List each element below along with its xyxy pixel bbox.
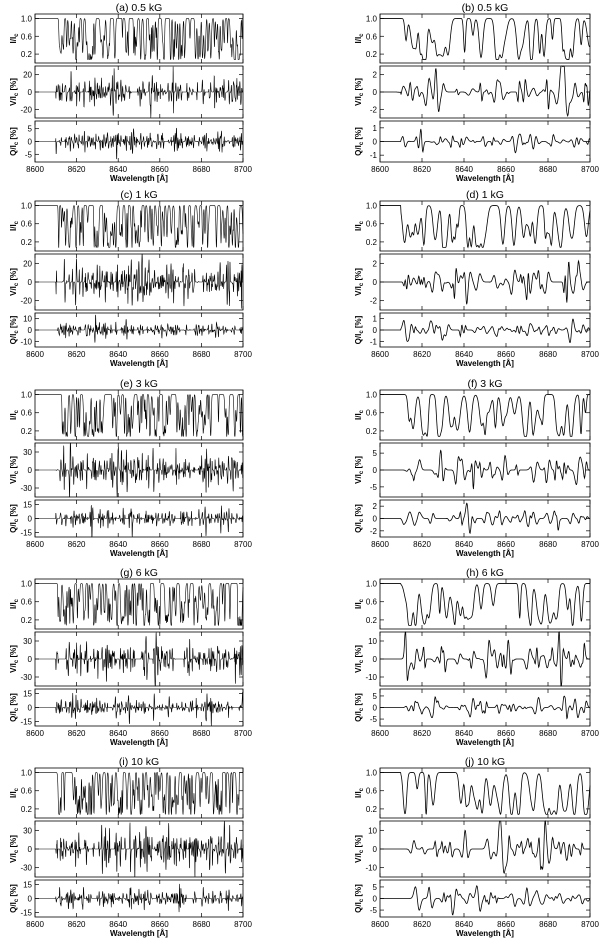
y-tick-label: 0.6: [20, 786, 32, 796]
y-tick-label: 10: [368, 826, 377, 836]
x-tick-label: 8660: [150, 729, 169, 738]
spectral-profile-line: [380, 261, 590, 304]
panel-frame: [380, 821, 590, 877]
subplot-j: [354, 756, 599, 938]
y-tick-label: 0: [27, 514, 32, 524]
y-axis-label: $Q/I_c$ [%]: [354, 693, 365, 722]
y-tick-label: 15: [23, 689, 32, 699]
y-axis-label: $Q/I_c$ [%]: [354, 127, 365, 156]
x-tick-label: 8660: [497, 350, 515, 359]
x-tick-label: 8660: [150, 350, 169, 359]
x-tick-label: 8620: [67, 165, 86, 174]
y-tick-label: 1.0: [365, 390, 377, 400]
x-tick-label: 8640: [455, 920, 473, 929]
y-tick-label: 1.0: [365, 201, 377, 211]
x-tick-label: 8600: [371, 350, 389, 359]
y-tick-label: 0: [372, 514, 377, 524]
y-tick-label: 0: [27, 655, 32, 664]
panel-stokes-v: [354, 254, 590, 310]
panel-stokes-q: [354, 500, 590, 537]
y-axis-label: $V/I_c$ [%]: [9, 268, 20, 296]
spectral-profile-line: [380, 632, 590, 686]
spectral-profile-line: [35, 315, 243, 343]
x-tick-label: 8680: [192, 729, 211, 738]
spectral-profile-line: [35, 128, 243, 159]
panel-stokes-q: [354, 880, 590, 917]
y-tick-label: 0: [372, 88, 377, 97]
spectral-profile-line: [35, 821, 243, 877]
spectral-profile-line: [380, 450, 590, 489]
x-tick-label: 8620: [67, 350, 86, 359]
y-axis-label: $Q/I_c$ [%]: [354, 315, 365, 345]
x-tick-label: 8600: [26, 540, 44, 549]
spectral-profile-line: [380, 206, 590, 248]
y-tick-label: 0.6: [365, 408, 377, 418]
x-tick-label: 8620: [413, 540, 431, 549]
y-tick-label: 0: [27, 278, 32, 287]
y-tick-label: 1.0: [20, 579, 32, 589]
x-tick-label: 8600: [371, 540, 389, 549]
y-tick-label: 10: [23, 314, 32, 324]
subplot-title: (i) 10 kG: [118, 756, 160, 768]
x-tick-label: 8680: [192, 920, 211, 929]
x-tick-label: 8640: [455, 729, 473, 738]
y-tick-label: 1: [372, 123, 377, 133]
spectral-profile-line: [380, 66, 590, 116]
y-tick-label: 0: [372, 466, 377, 475]
y-tick-label: 30: [23, 637, 32, 646]
subplot-f: [354, 378, 599, 558]
x-axis-label: Wavelength [Å]: [456, 174, 514, 183]
x-tick-label: 8700: [581, 540, 599, 549]
panel-stokes-q: [354, 313, 590, 347]
y-tick-label: -5: [369, 482, 377, 492]
y-tick-label: 15: [23, 500, 32, 510]
x-tick-label: 8600: [26, 920, 44, 929]
y-tick-label: 1.0: [20, 390, 32, 400]
y-axis-label: $Q/I_c$ [%]: [354, 884, 365, 913]
y-axis-label: $Q/I_c$ [%]: [9, 127, 20, 156]
x-tick-label: 8600: [371, 920, 389, 929]
y-tick-label: -15: [20, 908, 32, 918]
panel-stokes-q: [9, 880, 243, 917]
spectral-profile-line: [380, 503, 590, 533]
subplot-title: (b) 0.5 kG: [461, 2, 509, 14]
x-axis-label: Wavelength [Å]: [110, 174, 168, 183]
x-tick-label: 8700: [234, 165, 252, 174]
y-axis-label: $I/I_c$: [354, 598, 365, 610]
x-tick-label: 8640: [109, 165, 128, 174]
y-tick-label: 30: [23, 448, 32, 457]
panel-intensity: [354, 768, 590, 818]
y-tick-label: 0.6: [365, 32, 377, 42]
x-tick-label: 8660: [150, 165, 169, 174]
spectral-profile-line: [35, 633, 243, 686]
y-axis-label: $I/I_c$: [9, 409, 20, 421]
subplot-h: [354, 567, 599, 747]
y-axis-label: $Q/I_c$ [%]: [9, 693, 20, 722]
x-axis-label: Wavelength [Å]: [456, 549, 514, 558]
y-tick-label: 0: [27, 137, 32, 147]
x-tick-label: 8680: [539, 350, 557, 359]
panel-stokes-v: [9, 632, 243, 686]
y-tick-label: 5: [372, 882, 377, 892]
x-tick-label: 8680: [539, 920, 557, 929]
subplot-i: [9, 756, 252, 938]
x-tick-label: 8700: [234, 350, 252, 359]
x-tick-label: 8660: [150, 920, 169, 929]
x-tick-label: 8600: [371, 165, 389, 174]
y-tick-label: 5: [27, 124, 32, 134]
x-tick-label: 8640: [109, 540, 128, 549]
y-tick-label: 0.6: [365, 597, 377, 607]
y-tick-label: -10: [365, 863, 377, 873]
panel-intensity: [9, 768, 243, 818]
spectral-profile-line: [35, 505, 243, 537]
x-tick-label: 8680: [539, 729, 557, 738]
panel-intensity: [9, 201, 243, 251]
spectral-profile-line: [380, 821, 590, 873]
x-tick-label: 8640: [455, 165, 473, 174]
panel-intensity: [354, 579, 590, 629]
y-tick-label: 1.0: [365, 14, 377, 24]
y-axis-label: $Q/I_c$ [%]: [9, 504, 20, 533]
spectral-profile-line: [35, 395, 243, 437]
panel-stokes-q: [354, 689, 590, 726]
y-tick-label: 1.0: [20, 768, 32, 778]
x-tick-label: 8700: [581, 729, 599, 738]
y-tick-label: 1.0: [365, 579, 377, 589]
x-tick-label: 8680: [539, 540, 557, 549]
x-tick-label: 8660: [497, 729, 515, 738]
y-tick-label: 1.0: [365, 768, 377, 778]
subplot-title: (e) 3 kG: [120, 378, 158, 390]
spectral-profile-line: [35, 584, 243, 626]
x-tick-label: 8620: [413, 350, 431, 359]
panel-frame: [35, 880, 243, 917]
y-tick-label: 0: [27, 466, 32, 475]
y-tick-label: -5: [369, 906, 377, 916]
y-tick-label: 30: [23, 826, 32, 836]
spectral-profile-line: [380, 395, 590, 437]
subplot-g: [9, 567, 252, 747]
y-tick-label: 0.2: [20, 50, 32, 60]
panel-stokes-v: [9, 254, 243, 310]
y-tick-label: 20: [23, 70, 32, 80]
spectral-profile-line: [380, 18, 590, 59]
y-tick-label: 5: [372, 691, 377, 701]
subplot-b: [354, 2, 599, 183]
panel-frame: [35, 768, 243, 818]
panel-stokes-v: [354, 821, 590, 877]
panel-stokes-v: [9, 821, 243, 877]
y-axis-label: $I/I_c$: [354, 787, 365, 799]
subplot-title: (j) 10 kG: [464, 756, 506, 768]
spectral-profile-line: [35, 884, 243, 912]
y-tick-label: 0.6: [20, 408, 32, 418]
y-tick-label: 0.6: [365, 786, 377, 796]
panel-stokes-q: [9, 121, 243, 162]
spectral-profile-line: [35, 773, 243, 815]
spectral-profile-line: [380, 584, 590, 626]
y-tick-label: 0.6: [20, 219, 32, 229]
y-tick-label: 0: [372, 655, 377, 664]
y-tick-label: 0.6: [365, 219, 377, 229]
y-tick-label: -2: [369, 296, 377, 306]
panel-stokes-q: [9, 313, 243, 347]
y-axis-label: $Q/I_c$ [%]: [354, 504, 365, 533]
y-tick-label: -20: [20, 105, 32, 115]
y-tick-label: 1.0: [20, 201, 32, 211]
y-tick-label: 0.2: [20, 426, 32, 436]
spectral-profile-line: [35, 206, 243, 248]
y-tick-label: 0.6: [20, 32, 32, 42]
y-tick-label: 0: [372, 845, 377, 854]
x-axis-label: Wavelength [Å]: [456, 359, 514, 368]
spectral-profile-line: [380, 773, 590, 815]
subplot-c: [9, 189, 252, 368]
spectral-profile-line: [35, 443, 243, 497]
y-axis-label: $I/I_c$: [354, 409, 365, 421]
y-tick-label: 0.2: [365, 50, 377, 60]
spectral-profile-line: [380, 129, 590, 153]
y-axis-label: $V/I_c$ [%]: [354, 78, 365, 106]
y-axis-label: $I/I_c$: [9, 220, 20, 232]
y-tick-label: -10: [365, 673, 377, 682]
y-tick-label: 0: [27, 845, 32, 854]
x-tick-label: 8640: [455, 350, 473, 359]
x-tick-label: 8680: [539, 165, 557, 174]
y-tick-label: 0.2: [365, 426, 377, 436]
y-tick-label: -5: [369, 715, 377, 725]
y-tick-label: 0: [27, 326, 32, 335]
y-tick-label: 10: [368, 637, 377, 646]
panel-intensity: [9, 390, 243, 440]
x-tick-label: 8640: [109, 729, 128, 738]
x-tick-label: 8680: [192, 540, 211, 549]
panel-intensity: [354, 14, 590, 63]
y-tick-label: -2: [369, 526, 377, 536]
y-tick-label: 0: [372, 137, 377, 147]
subplot-title: (c) 1 kG: [120, 189, 158, 201]
spectral-profile-line: [35, 67, 243, 118]
panel-stokes-v: [354, 632, 590, 686]
panel-stokes-q: [354, 121, 590, 162]
x-tick-label: 8700: [581, 165, 599, 174]
x-tick-label: 8620: [67, 920, 86, 929]
x-tick-label: 8620: [67, 729, 86, 738]
panel-stokes-q: [9, 689, 243, 726]
subplot-e: [9, 378, 252, 558]
panel-intensity: [354, 390, 590, 440]
y-axis-label: $I/I_c$: [354, 33, 365, 44]
panel-frame: [380, 390, 590, 440]
y-tick-label: 0.2: [365, 615, 377, 625]
x-tick-label: 8600: [26, 729, 44, 738]
y-tick-label: 2: [372, 502, 377, 512]
y-tick-label: -1: [369, 337, 377, 347]
y-axis-label: $I/I_c$: [9, 598, 20, 610]
y-tick-label: 1.0: [20, 14, 32, 24]
x-tick-label: 8700: [234, 540, 252, 549]
y-tick-label: 0.2: [365, 804, 377, 814]
x-axis-label: Wavelength [Å]: [110, 359, 168, 368]
y-axis-label: $I/I_c$: [9, 787, 20, 799]
y-tick-label: 1: [372, 314, 377, 324]
panel-intensity: [9, 14, 243, 63]
x-tick-label: 8600: [26, 350, 44, 359]
panel-stokes-v: [9, 443, 243, 497]
y-tick-label: 0: [372, 894, 377, 904]
y-axis-label: $V/I_c$ [%]: [354, 645, 365, 673]
y-axis-label: $V/I_c$ [%]: [354, 268, 365, 296]
subplot-title: (d) 1 kG: [466, 189, 504, 201]
panel-intensity: [9, 579, 243, 629]
spectral-profile-line: [380, 886, 590, 915]
x-axis-label: Wavelength [Å]: [456, 929, 514, 938]
subplot-a: [9, 2, 252, 183]
x-tick-label: 8660: [497, 165, 515, 174]
y-tick-label: 0: [372, 278, 377, 287]
panel-frame: [380, 201, 590, 251]
y-tick-label: 0.6: [20, 597, 32, 607]
x-tick-label: 8700: [234, 729, 252, 738]
panel-stokes-q: [9, 500, 243, 537]
x-tick-label: 8660: [497, 920, 515, 929]
x-axis-label: Wavelength [Å]: [110, 929, 168, 938]
y-tick-label: 0.2: [20, 804, 32, 814]
y-axis-label: $V/I_c$ [%]: [354, 456, 365, 484]
subplot-d: [354, 189, 599, 368]
y-tick-label: -30: [20, 484, 32, 493]
x-tick-label: 8600: [26, 165, 44, 174]
x-tick-label: 8660: [150, 540, 169, 549]
panel-intensity: [354, 201, 590, 251]
y-axis-label: $V/I_c$ [%]: [354, 835, 365, 863]
y-tick-label: -20: [20, 296, 32, 306]
panel-stokes-v: [354, 66, 590, 118]
x-axis-label: Wavelength [Å]: [110, 738, 168, 747]
x-tick-label: 8640: [109, 350, 128, 359]
y-tick-label: 0: [372, 326, 377, 335]
x-tick-label: 8680: [192, 350, 211, 359]
y-tick-label: 0: [372, 703, 377, 713]
x-axis-label: Wavelength [Å]: [456, 738, 514, 747]
x-tick-label: 8620: [413, 165, 431, 174]
x-tick-label: 8700: [234, 920, 252, 929]
y-tick-label: 2: [372, 259, 377, 269]
panel-stokes-v: [354, 443, 590, 497]
subplot-title: (f) 3 kG: [467, 378, 503, 390]
y-axis-label: $V/I_c$ [%]: [9, 78, 20, 106]
spectral-profile-line: [35, 18, 243, 59]
x-tick-label: 8620: [67, 540, 86, 549]
y-tick-label: 0.2: [20, 615, 32, 625]
y-tick-label: -15: [20, 717, 32, 727]
panel-stokes-v: [9, 66, 243, 118]
spectral-profile-line: [35, 254, 243, 309]
y-tick-label: -15: [20, 528, 32, 538]
spectral-profile-line: [380, 696, 590, 718]
y-tick-label: -10: [20, 337, 32, 347]
x-tick-label: 8700: [581, 350, 599, 359]
y-axis-label: $V/I_c$ [%]: [9, 645, 20, 673]
y-tick-label: -30: [20, 863, 32, 873]
x-tick-label: 8640: [455, 540, 473, 549]
y-tick-label: 15: [23, 880, 32, 890]
x-tick-label: 8700: [581, 920, 599, 929]
y-axis-label: $Q/I_c$ [%]: [9, 315, 20, 345]
y-tick-label: -30: [20, 673, 32, 682]
subplot-title: (g) 6 kG: [120, 567, 158, 579]
subplot-title: (a) 0.5 kG: [115, 2, 163, 14]
x-tick-label: 8600: [371, 729, 389, 738]
y-tick-label: -1: [369, 151, 377, 161]
y-tick-label: 0: [27, 703, 32, 713]
y-tick-label: 0: [27, 88, 32, 97]
y-tick-label: -5: [24, 150, 32, 160]
y-tick-label: 2: [372, 70, 377, 80]
x-tick-label: 8640: [109, 920, 128, 929]
y-axis-label: $I/I_c$: [354, 220, 365, 232]
x-tick-label: 8620: [413, 729, 431, 738]
y-tick-label: -2: [369, 105, 377, 115]
y-axis-label: $Q/I_c$ [%]: [9, 884, 20, 913]
spectral-profile-line: [380, 319, 590, 342]
x-axis-label: Wavelength [Å]: [110, 549, 168, 558]
y-tick-label: 5: [372, 449, 377, 459]
y-tick-label: 0.2: [20, 237, 32, 247]
y-tick-label: 20: [23, 259, 32, 269]
x-tick-label: 8620: [413, 920, 431, 929]
y-tick-label: 0: [27, 894, 32, 904]
y-axis-label: $V/I_c$ [%]: [9, 835, 20, 863]
y-tick-label: 0.2: [365, 237, 377, 247]
x-tick-label: 8660: [497, 540, 515, 549]
subplot-title: (h) 6 kG: [466, 567, 504, 579]
y-axis-label: $I/I_c$: [9, 33, 20, 44]
spectral-profile-line: [35, 692, 243, 726]
x-tick-label: 8680: [192, 165, 211, 174]
y-axis-label: $V/I_c$ [%]: [9, 456, 20, 484]
